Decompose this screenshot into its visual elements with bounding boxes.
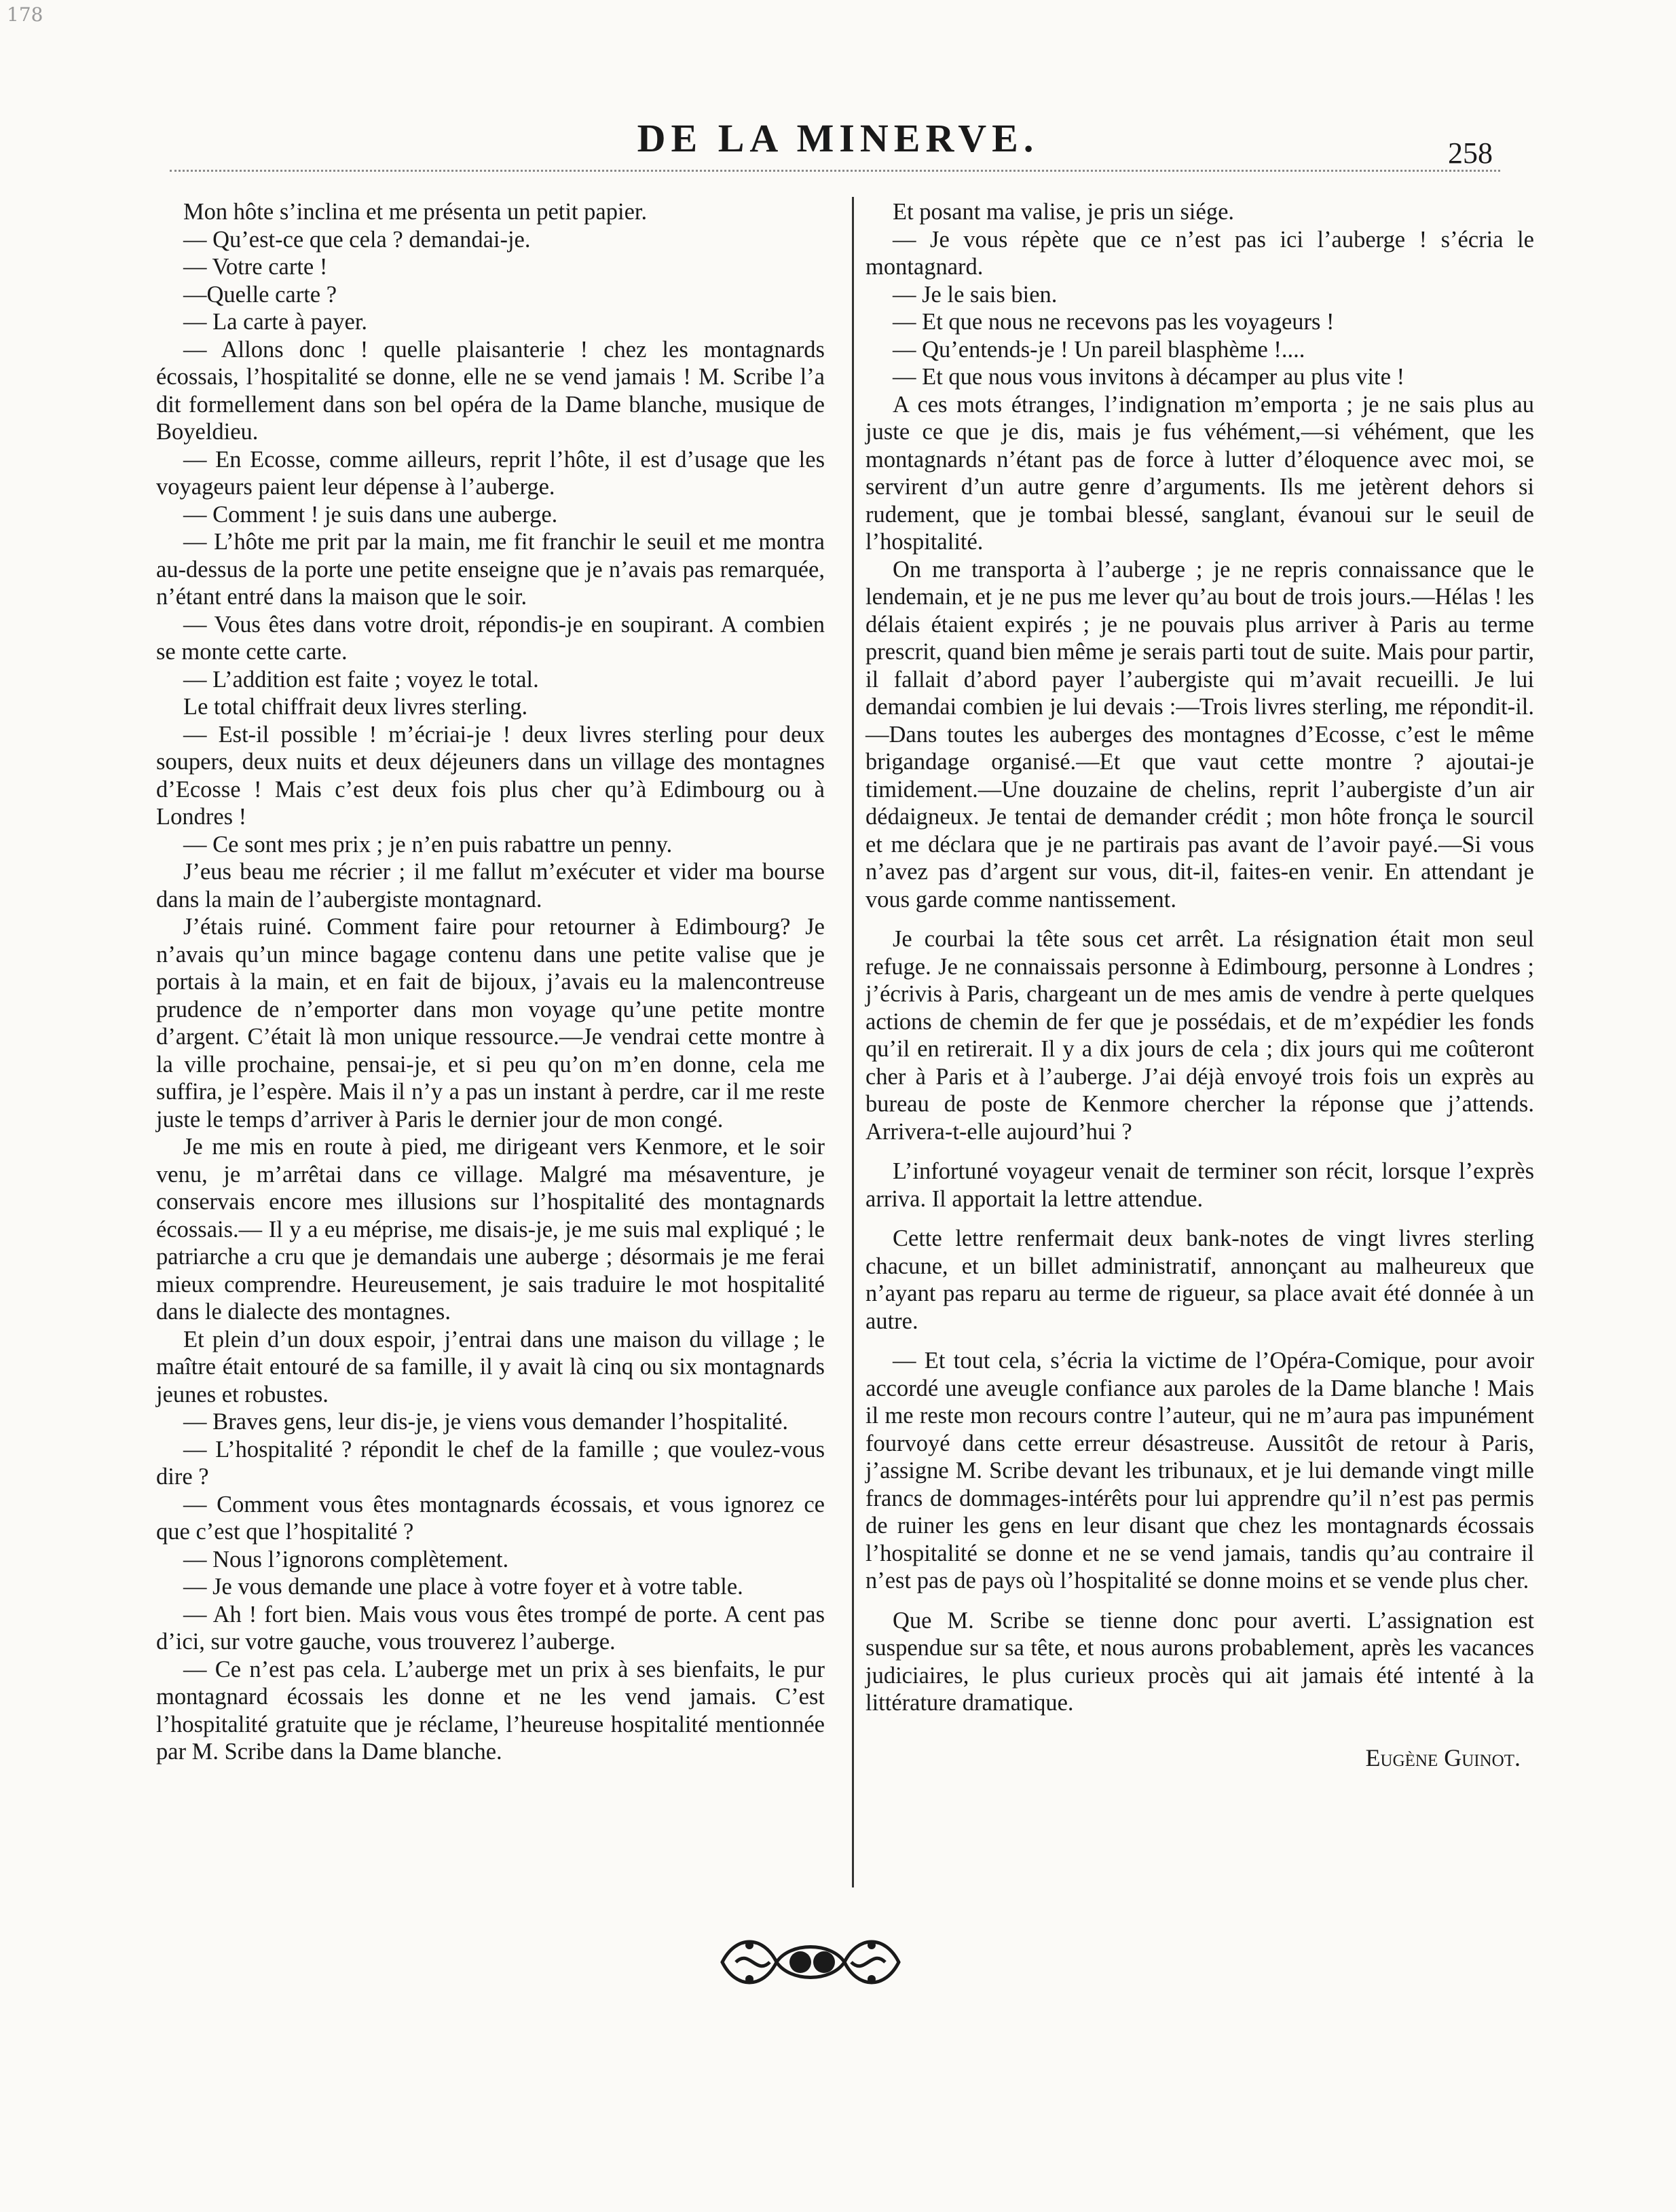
right-column-body xyxy=(865,198,1534,1717)
header-rule xyxy=(170,170,1500,179)
paragraph: —Quelle carte ? xyxy=(183,281,337,308)
paragraph: Que M. Scribe se tienne donc pour averti. L’assignation est suspendue sur sa tête, et nous aurons probablement, après les vacances judiciaires, le plus curieux procès qui ait jamais été intenté à la littérature dramatique. xyxy=(865,1607,1534,1716)
paragraph: — Ce n’est pas cela. L’auberge met un prix à ses bienfaits, le pur montagnard écossais les donne et ne les vend jamais. C’est l’hospitalité gratuite que je réclame, l’heureuse hospitalité mentionnée par M. Scribe dans la Dame blanche. xyxy=(156,1656,825,1765)
column-divider xyxy=(852,197,854,1887)
paragraph: — Nous l’ignorons complètement. xyxy=(183,1546,509,1572)
paragraph: — La carte à payer. xyxy=(183,309,368,335)
paragraph: Je courbai la tête sous cet arrêt. La résignation était mon seul refuge. Je ne connaissais personne à Edimbourg, personne à Londres ; j’écrivis à Paris, chargeant un de mes amis de vendre à perte quelques actions de chemin de fer que je possédais, et de m’expédier les fonds qu’il en retirerait. Il y a dix jours de cela ; dix jours qui me coûteront cher à Paris et à l’auberge. J’ai déjà envoyé trois fois un exprès au bureau de poste de Kenmore chercher la réponse que j’attends. Arrivera-t-elle aujourd’hui ? xyxy=(865,926,1534,1145)
paragraph: Et plein d’un doux espoir, j’entrai dans une maison du village ; le maître était entouré de sa famille, il y avait là cinq ou six montagnards jeunes et robustes. xyxy=(156,1326,825,1407)
right-column xyxy=(865,198,1534,1771)
paragraph: — Qu’est-ce que cela ? demandai-je. xyxy=(183,226,531,253)
paragraph: — Vous êtes dans votre droit, répondis-je en soupirant. A combien se monte cette carte. xyxy=(156,611,825,665)
paragraph: A ces mots étranges, l’indignation m’emporta ; je ne sais plus au juste ce que je dis, mais je fus véhément,—si véhément, que les montagnards n’étant pas de force à lutter d’éloquence avec moi, se servirent d’un autre genre d’arguments. Ils me jetèrent dehors si rudement, que je tombai blessé, sanglant, évanoui sur le seuil de l’hospitalité. xyxy=(865,391,1534,555)
fleuron-ornament-icon xyxy=(709,1921,912,2003)
paragraph: Cette lettre renfermait deux bank-notes de vingt livres sterling chacune, et un billet administratif, annonçant au malheureux que n’ayant pas reparu au terme de rigueur, sa place avait été donnée à un autre. xyxy=(865,1225,1534,1334)
page-number: 258 xyxy=(1448,136,1493,170)
paragraph: — Et tout cela, s’écria la victime de l’Opéra-Comique, pour avoir accordé une aveugle confiance aux paroles de la Dame blanche ! Mais il me reste mon recours contre l’auteur, qui ne m’aura pas impunément fourvoyé dans cette erreur désastreuse. Aussitôt de retour à Paris, j’assigne M. Scribe devant les tribunaux, et je lui demande vingt mille francs de dommages-intérêts pour lui apprendre qu’il n’est pas permis de ruiner les gens en leur disant que chez les montagnards écossais l’hospitalité se donne et ne se vend jamais, tandis qu’au contraire il n’est pas de pays où l’hospitalité se donne moins et se vende plus cher. xyxy=(865,1348,1534,1593)
paragraph: Je me mis en route à pied, me dirigeant vers Kenmore, et le soir venu, je m’arrêtai dans ce village. Malgré ma mésaventure, je conservais encore mes illusions sur l’hospitalité des montagnards écossais.— Il y a eu méprise, me disais-je, je me suis mal expliqué ; le patriarche a cru que je demandais une auberge ; désormais je me ferai mieux comprendre. Heureusement, je sais traduire le mot hospitalité dans le dialecte des montagnes. xyxy=(156,1134,825,1325)
paragraph: — Comment ! je suis dans une auberge. xyxy=(183,501,558,528)
margin-mark: 178 xyxy=(7,3,43,26)
paragraph: — Je le sais bien. xyxy=(893,281,1058,308)
paragraph: — Ce sont mes prix ; je n’en puis rabattre un penny. xyxy=(183,831,673,858)
paragraph: — Allons donc ! quelle plaisanterie ! chez les montagnards écossais, l’hospitalité se donne, elle ne se vend jamais ! M. Scribe l’a dit formellement dans son bel opéra de la Dame blanche, musique de Boyeldieu. xyxy=(156,336,825,445)
paragraph: Et posant ma valise, je pris un siége. xyxy=(893,199,1235,225)
paragraph: On me transporta à l’auberge ; je ne repris connaissance que le lendemain, et je ne pus me lever qu’au bout de trois jours.—Hélas ! les délais étaient expirés ; je ne pouvais plus arriver à Paris au terme prescrit, quand bien même je serais parti tout de suite. Mais pour partir, il fallait d’abord payer l’aubergiste qui m’avait recueilli. Je lui demandai combien je lui devais :—Trois livres sterling, me répondit-il.—Dans toutes les auberges des montagnes d’Ecosse, c’est le même brigandage organisé.—Et que vaut cette montre ? ajoutai-je timidement.—Une douzaine de chelins, reprit l’aubergiste d’un air dédaigneux. Je tentai de demander crédit ; mon hôte fronça le sourcil et me déclara que je ne partirais pas avant de l’avoir payé.—Si vous n’avez pas d’argent sur vous, dit-il, faites-en venir. En attendant je vous garde comme nantissement. xyxy=(865,556,1534,913)
running-head: DE LA MINERVE. xyxy=(637,116,1039,160)
paragraph: — L’hôte me prit par la main, me fit franchir le seuil et me montra au-dessus de la porte une petite enseigne que je n’avais pas remarquée, n’étant entré dans la maison que le soir. xyxy=(156,529,825,610)
paragraph: — Et que nous ne recevons pas les voyageurs ! xyxy=(893,309,1335,335)
paragraph: — En Ecosse, comme ailleurs, reprit l’hôte, il est d’usage que les voyageurs paient leur dépense à l’auberge. xyxy=(156,446,825,500)
paragraph: — Et que nous vous invitons à décamper au plus vite ! xyxy=(893,364,1405,390)
paragraph: — L’hospitalité ? répondit le chef de la famille ; que voulez-vous dire ? xyxy=(156,1436,825,1490)
paragraph: — Est-il possible ! m’écriai-je ! deux livres sterling pour deux soupers, deux nuits et deux déjeuners dans un village des montagnes d’Ecosse ! Mais c’est deux fois plus cher qu’à Edimbourg ou à Londres ! xyxy=(156,721,825,830)
paragraph: — Votre carte ! xyxy=(183,254,328,280)
paragraph: — Comment vous êtes montagnards écossais, et vous ignorez ce que c’est que l’hospitalité ? xyxy=(156,1491,825,1545)
paragraph: J’étais ruiné. Comment faire pour retourner à Edimbourg? Je n’avais qu’un mince bagage contenu dans une petite valise que je portais à la main, et en fait de bijoux, j’avais eu la malencontreuse prudence de n’emporter dans mon voyage qu’une petite montre d’argent. C’était là mon unique ressource.—Je vendrai cette montre à la ville prochaine, pensai-je, et si peu qu’on m’en donne, cela me suffira, je l’espère. Mais il n’y a pas un instant à perdre, car il me reste juste le temps d’arriver à Paris le dernier jour de mon congé. xyxy=(156,914,825,1132)
paragraph: — Braves gens, leur dis-je, je viens vous demander l’hospitalité. xyxy=(183,1409,789,1435)
paragraph: L’infortuné voyageur venait de terminer son récit, lorsque l’exprès arriva. Il apportait la lettre attendue. xyxy=(865,1158,1534,1212)
paragraph: — Ah ! fort bien. Mais vous vous êtes trompé de porte. A cent pas d’ici, sur votre gauche, vous trouverez l’auberge. xyxy=(156,1601,825,1655)
paragraph: — Je vous répète que ce n’est pas ici l’auberge ! s’écria le montagnard. xyxy=(865,226,1534,280)
left-column xyxy=(156,198,825,1766)
paragraph: J’eus beau me récrier ; il me fallut m’exécuter et vider ma bourse dans la main de l’aubergiste montagnard. xyxy=(156,859,825,913)
paragraph: Mon hôte s’inclina et me présenta un petit papier. xyxy=(183,199,648,225)
signature: Eugène Guinot. xyxy=(1365,1744,1521,1771)
paragraph: — Je vous demande une place à votre foyer et à votre table. xyxy=(183,1574,743,1600)
paragraph: — L’addition est faite ; voyez le total. xyxy=(183,666,539,693)
paragraph: — Qu’entends-je ! Un pareil blasphème !.... xyxy=(893,336,1305,363)
paragraph: Le total chiffrait deux livres sterling. xyxy=(183,694,528,720)
